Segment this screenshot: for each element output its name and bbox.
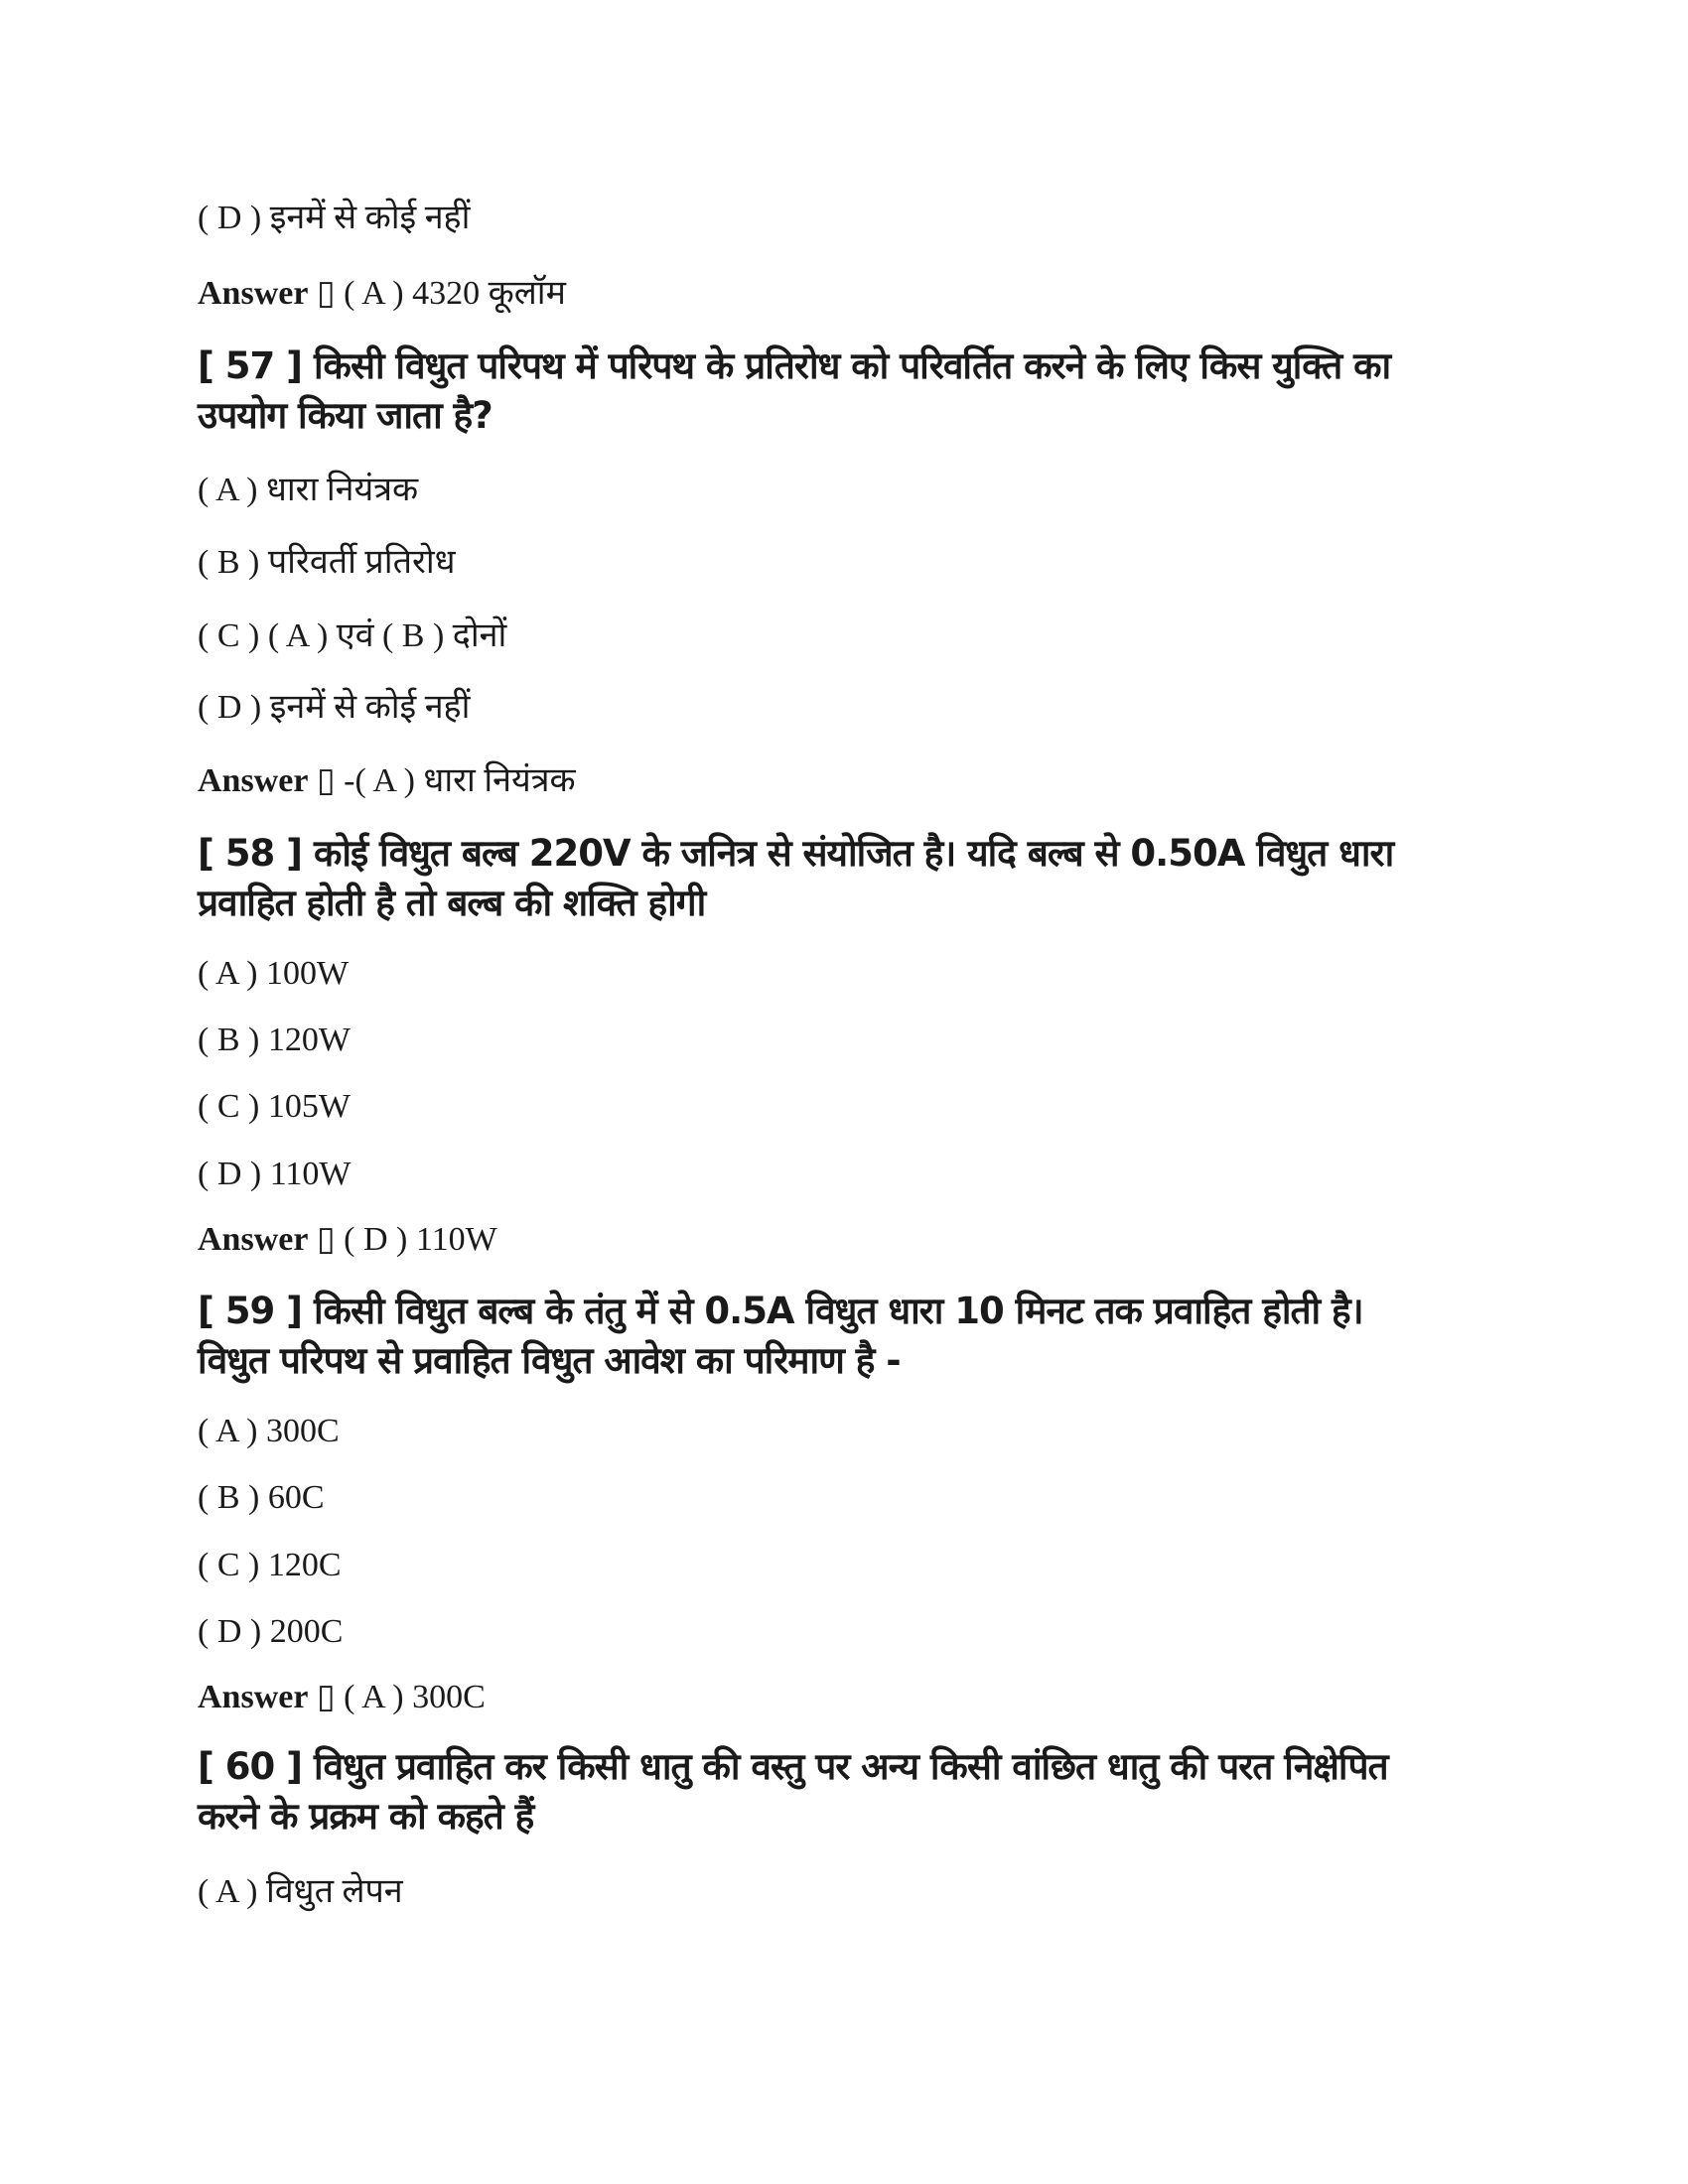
question-58-line2: प्रवाहित होती है तो बल्ब की शक्ति होगी: [198, 882, 706, 924]
q57-option-a: ( A ) धारा नियंत्रक: [198, 472, 419, 508]
answer-label: Answer: [198, 1221, 309, 1258]
question-59-line2: विधुत परिपथ से प्रवाहित विधुत आवेश का परिमाण है -: [198, 1339, 901, 1382]
q59-option-c: ( C ) 120C: [198, 1547, 342, 1583]
q58-option-b: ( B ) 120W: [198, 1022, 351, 1058]
q59-option-a: ( A ) 300C: [198, 1413, 340, 1449]
q58-option-a: ( A ) 100W: [198, 955, 350, 992]
answer-text: ▯ ( A ) 4320 कूलॉम: [308, 275, 566, 312]
q58-option-c: ( C ) 105W: [198, 1088, 351, 1125]
q59-option-b: ( B ) 60C: [198, 1479, 325, 1516]
q57-option-d: ( D ) इनमें से कोई नहीं: [198, 689, 471, 726]
question-60-line1: [ 60 ] विधुत प्रवाहित कर किसी धातु की वस्तु पर अन्य किसी वांछित धातु की परत निक्षेपित: [198, 1745, 1388, 1788]
prev-answer: [198, 277, 566, 311]
question-59-line1: [ 59 ] किसी विधुत बल्ब के तंतु में से 0.5A विधुत धारा 10 मिनट तक प्रवाहित होती है।: [198, 1290, 1363, 1332]
question-58-line1: [ 58 ] कोई विधुत बल्ब 220V के जनित्र से संयोजित है। यदि बल्ब से 0.50A विधुत धारा: [198, 832, 1394, 875]
answer-text: ▯ -( A ) धारा नियंत्रक: [308, 762, 576, 799]
answer-label: Answer: [198, 762, 309, 799]
q57-option-b: ( B ) परिवर्ती प्रतिरोध: [198, 544, 456, 581]
prev-option-d: ( D ) इनमें से कोई नहीं: [198, 200, 471, 236]
question-57-line2: उपयोग किया जाता है?: [198, 394, 492, 437]
q59-option-d: ( D ) 200C: [198, 1613, 344, 1650]
question-60-line2: करने के प्रक्रम को कहते हैं: [198, 1795, 534, 1838]
q57-answer: [198, 764, 576, 798]
answer-label: Answer: [198, 1679, 309, 1715]
q57-option-c: ( C ) ( A ) एवं ( B ) दोनों: [198, 617, 507, 654]
answer-label: Answer: [198, 275, 309, 312]
question-57-line1: [ 57 ] किसी विधुत परिपथ में परिपथ के प्रतिरोध को परिवर्तित करने के लिए किस युक्ति का: [198, 344, 1391, 387]
q60-option-a: ( A ) विधुत लेपन: [198, 1873, 403, 1910]
q58-option-d: ( D ) 110W: [198, 1156, 352, 1192]
q58-answer: [198, 1223, 497, 1257]
answer-text: ▯ ( D ) 110W: [308, 1221, 497, 1258]
q59-answer: [198, 1681, 486, 1714]
answer-text: ▯ ( A ) 300C: [308, 1679, 486, 1715]
